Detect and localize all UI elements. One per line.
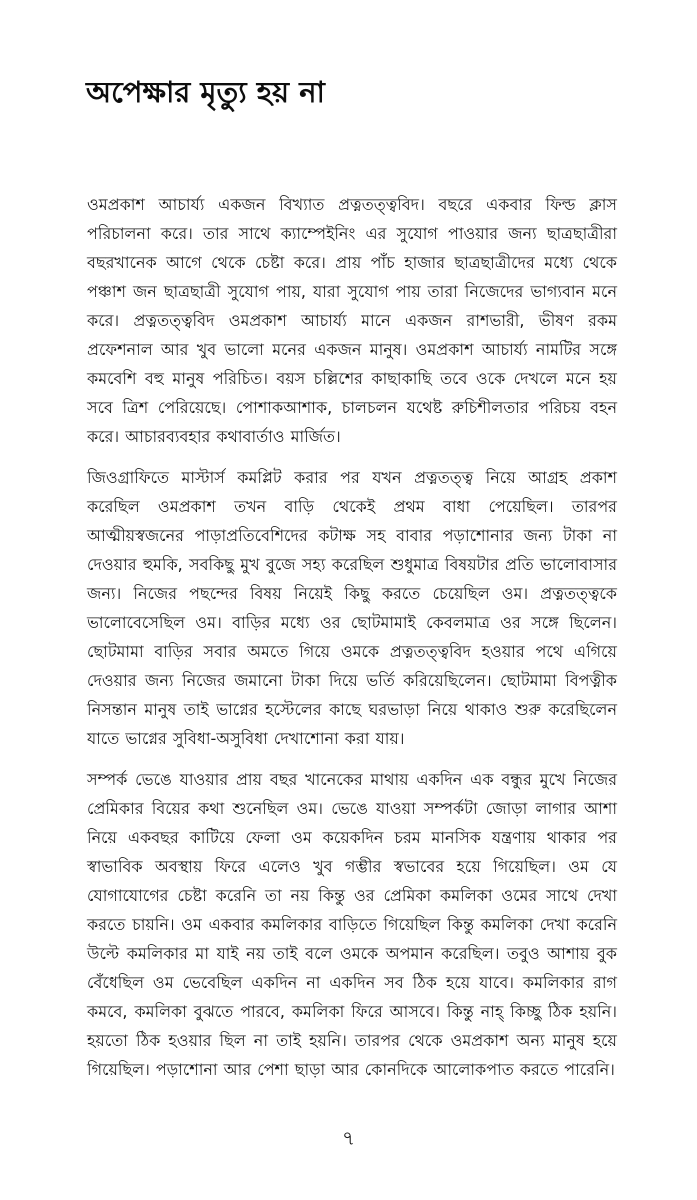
- paragraph: ওমপ্রকাশ আচার্য্য একজন বিখ্যাত প্রত্নতত্ত্ববিদ। বছরে একবার ফিল্ড ক্লাস পরিচালনা করে। তার সাথে ক্যাম্পেইনিং এর সুযোগ পাওয়ার জন্য ছাত্রছাত্রীরা বছরখানেক আগে থেকে চেষ্টা করে। প্রায় পাঁচ হাজার ছাত্রছাত্রীদের মধ্যে থেকে পঞ্চাশ জন ছাত্রছাত্রী সুযোগ পায়, যারা সুযোগ পায় তারা নিজেদের ভাগ্যবান মনে করে। প্রত্নতত্ত্ববিদ ওমপ্রকাশ আচার্য্য মানে একজন রাশভারী, ভীষণ রকম প্রফেশনাল আর খুব ভালো মনের একজন মানুষ। ওমপ্রকাশ আচার্য্য নামটির সঙ্গে কমবেশি বহু মানুষ পরিচিত। বয়স চল্লিশের কাছাকাছি তবে ওকে দেখলে মনে হয় সবে ত্রিশ পেরিয়েছে। পোশাকআশাক, চালচলন যথেষ্ট রুচিশীলতার পরিচয় বহন করে। আচারব্যবহার কথাবার্তাও মার্জিত।: [87, 195, 617, 446]
- paragraph: সম্পর্ক ভেঙে যাওয়ার প্রায় বছর খানেকের মাথায় একদিন এক বন্ধুর মুখে নিজের প্রেমিকার বিয়ের কথা শুনেছিল ওম। ভেঙে যাওয়া সম্পর্কটা জোড়া লাগার আশা নিয়ে একবছর কাটিয়ে ফেলা ওম কয়েকদিন চরম মানসিক যন্ত্রণায় থাকার পর স্বাভাবিক অবস্থায় ফিরে এলেও খুব গম্ভীর স্বভাবের হয়ে গিয়েছিল। ওম যে যোগাযোগের চেষ্টা করেনি তা নয় কিন্তু ওর প্রেমিকা কমলিকা ওমের সাথে দেখা করতে চায়নি। ওম একবার কমলিকার বাড়িতে গিয়েছিল কিন্তু কমলিকা দেখা করেনি উল্টে কমলিকার মা যাই নয় তাই বলে ওমকে অপমান করেছিল। তবুও আশায় বুক বেঁধেছিল ওম ভেবেছিল একদিন না একদিন সব ঠিক হয়ে যাবে। কমলিকার রাগ কমবে, কমলিকা বুঝতে পারবে, কমলিকা ফিরে আসবে। কিন্তু নাহ্ কিচ্ছু ঠিক হয়নি। হয়তো ঠিক হওয়ার ছিল না তাই হয়নি। তারপর থেকে ওমপ্রকাশ অন্য মানুষ হয়ে গিয়েছিল। পড়াশোনা আর পেশা ছাড়া আর কোনদিকে আলোকপাত করতে পারেনি।: [87, 770, 617, 1079]
- page-number: ৭: [341, 1126, 355, 1150]
- chapter-body: [87, 190, 617, 1096]
- chapter-title: অপেক্ষার মৃত্যু হয় না: [86, 75, 325, 109]
- paragraph: জিওগ্রাফিতে মাস্টার্স কমপ্লিট করার পর যখন প্রত্নতত্ত্ব নিয়ে আগ্রহ প্রকাশ করেছিল ওমপ্রকাশ তখন বাড়ি থেকেই প্রথম বাধা পেয়েছিল। তারপর আত্মীয়স্বজনের পাড়াপ্রতিবেশিদের কটাক্ষ সহ বাবার পড়াশোনার জন্য টাকা না দেওয়ার হুমকি, সবকিছু মুখ বুজে সহ্য করেছিল শুধুমাত্র বিষয়টার প্রতি ভালোবাসার জন্য। নিজের পছন্দের বিষয় নিয়েই কিছু করতে চেয়েছিল ওম। প্রত্নতত্ত্বকে ভালোবেসেছিল ওম। বাড়ির মধ্যে ওর ছোটমামাই কেবলমাত্র ওর সঙ্গে ছিলেন। ছোটমামা বাড়ির সবার অমতে গিয়ে ওমকে প্রত্নতত্ত্ববিদ হওয়ার পথে এগিয়ে দেওয়ার জন্য নিজের জমানো টাকা দিয়ে ভর্তি করিয়েছিলেন। ছোটমামা বিপত্নীক নিসন্তান মানুষ তাই ভাগ্নের হস্টেলের কাছে ঘরভাড়া নিয়ে থাকাও শুরু করেছিলেন যাতে ভাগ্নের সুবিধা-অসুবিধা দেখাশোনা করা যায়।: [87, 468, 617, 748]
